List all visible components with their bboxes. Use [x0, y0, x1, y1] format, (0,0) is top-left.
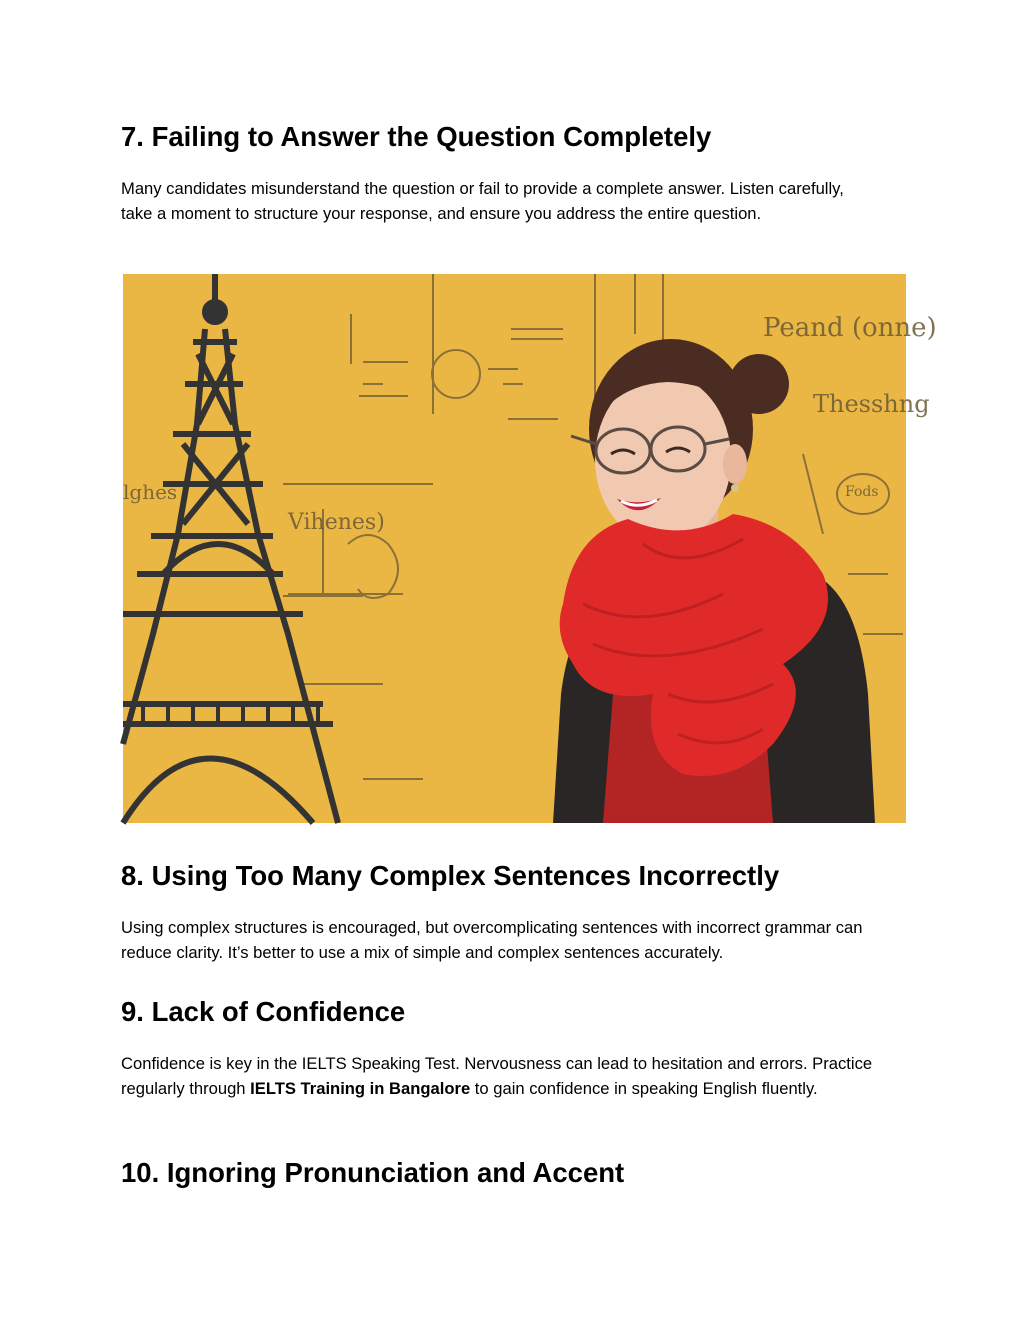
wall-text-3: Vihenes) — [288, 510, 385, 535]
photo-illustration — [123, 274, 937, 823]
wall-text-4: lghes — [123, 480, 178, 504]
section-9-text-start: Confidence is key in the IELTS Speaking Test. Nervousness can lead to hesitation and errors. Practice regularly through — [121, 1054, 873, 1098]
student-photo — [123, 274, 937, 823]
section-8-heading: 8. Using Too Many Complex Sentences Incorrectly — [121, 860, 780, 891]
section-7-heading: 7. Failing to Answer the Question Completely — [121, 121, 712, 152]
section-10-heading: 10. Ignoring Pronunciation and Accent — [121, 1157, 625, 1188]
section-9-heading: 9. Lack of Confidence — [121, 996, 406, 1027]
wall-text-5: Fods — [845, 484, 879, 500]
face — [595, 374, 731, 544]
section-7-paragraph: Many candidates misunderstand the question or fail to provide a complete answer. Listen carefully, take a moment to structure your response, and ensure you address the entire question. — [121, 179, 844, 223]
wall-text-2: Thesshng — [813, 390, 930, 418]
section-9-text-end: to gain confidence in speaking English fluently. — [470, 1078, 818, 1098]
ielts-training-highlight: IELTS Training in Bangalore — [250, 1078, 471, 1098]
section-9-paragraph — [121, 1052, 911, 1101]
section-8-paragraph: Using complex structures is encouraged, but overcomplicating sentences with incorrect grammar can reduce clarity. It’s better to use a mix of simple and complex sentences accurately. — [121, 918, 863, 962]
wall-text-1: Peand (onne) — [763, 313, 937, 343]
